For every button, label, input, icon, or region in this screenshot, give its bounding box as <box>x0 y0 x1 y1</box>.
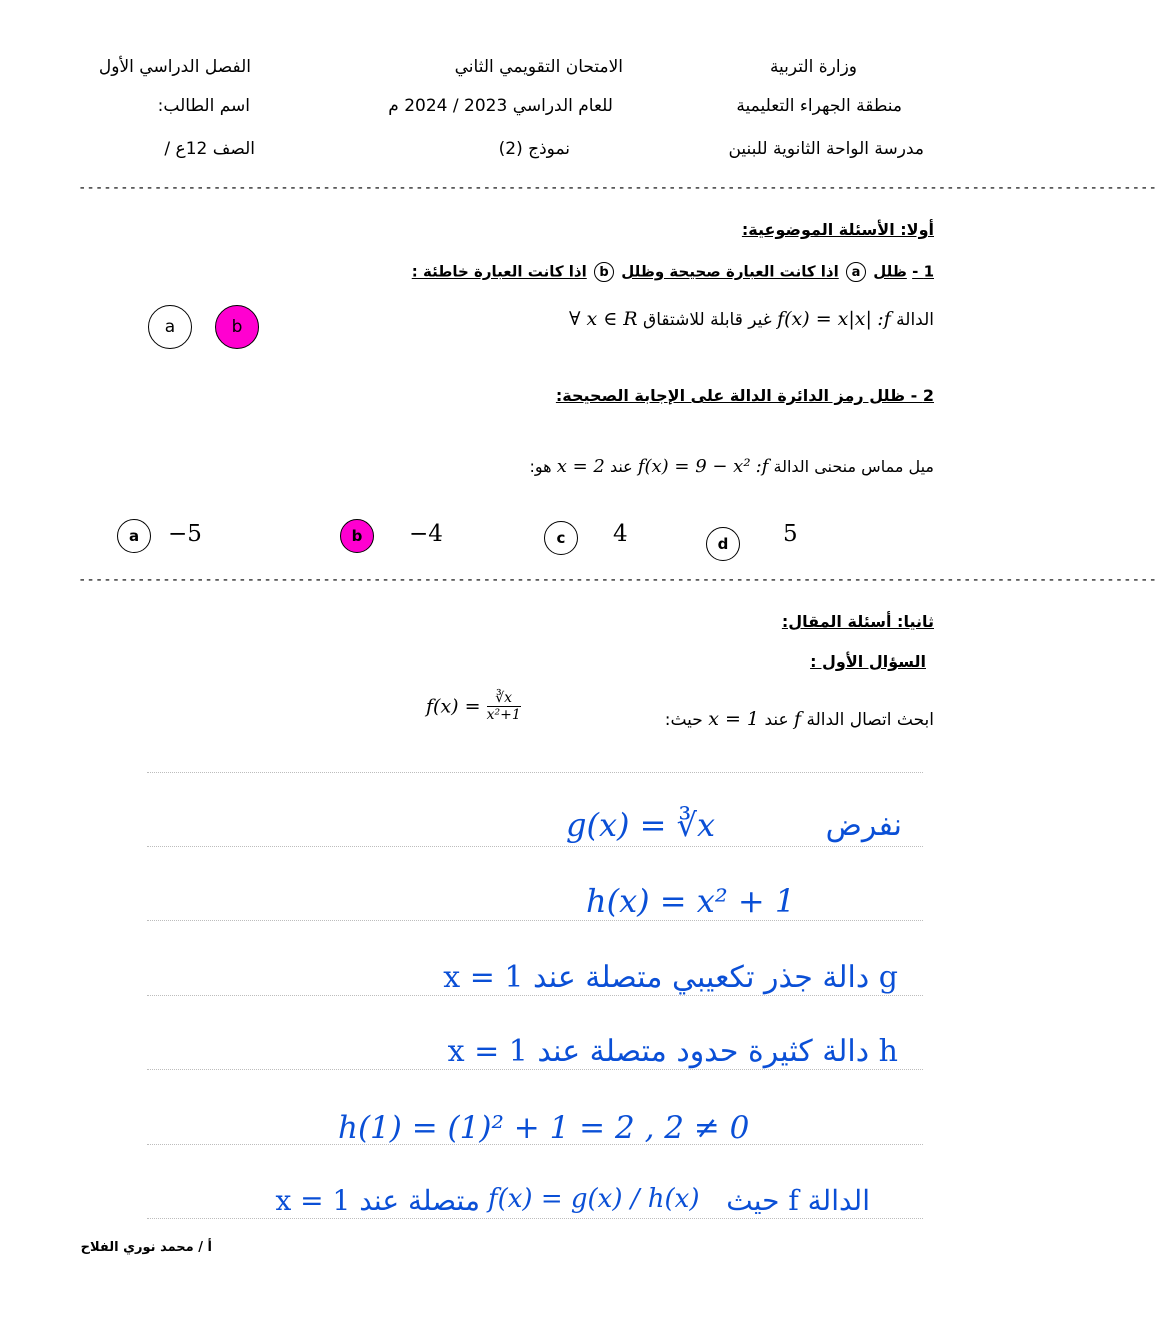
q1-instr-b: اذا كانت العبارة صحيحة وظلل <box>621 262 839 281</box>
q2-option-b-label: b <box>351 527 363 545</box>
ruled-line <box>147 1069 923 1070</box>
hand-line1-word: نفرض <box>825 808 902 843</box>
separator-line: -------------------------------------------------------------------------------------------------------------------------------- <box>78 180 1157 196</box>
header-semester: الفصل الدراسي الأول <box>98 57 251 77</box>
q2-end: هو: <box>529 457 552 476</box>
q1-prefix: الدالة <box>896 310 934 330</box>
part2-question <box>665 708 934 730</box>
header-year: للعام الدراسي 2023 / 2024 م <box>388 96 613 116</box>
q2-option-b-value: −4 <box>409 521 443 547</box>
part1-title: أولا: الأسئلة الموضوعية: <box>741 220 934 239</box>
hand-line5: h(1) = (1)² + 1 = 2 , 2 ≠ 0 <box>338 1110 750 1146</box>
p2-frac-den: x²+1 <box>486 707 521 723</box>
q1-instr-c: اذا كانت العبارة خاطئة : <box>411 262 587 281</box>
header-grade: الصف 12ع / <box>164 139 255 159</box>
ruled-line <box>147 920 923 921</box>
q2-f: f: <box>755 456 769 477</box>
q1-option-a-label: a <box>164 317 176 337</box>
q2-option-c[interactable] <box>544 521 578 555</box>
p2-x: x = 1 <box>708 708 760 730</box>
q2-option-c-label: c <box>556 529 566 547</box>
q1-instruction <box>412 262 934 282</box>
q2-x: x = 2 <box>556 456 605 477</box>
q2-option-b[interactable] <box>340 519 374 553</box>
p2-lhs: f(x) = <box>426 695 481 718</box>
q1-statement <box>569 308 934 330</box>
header-student: اسم الطالب: <box>157 96 250 116</box>
q2-option-a-label: a <box>128 527 140 545</box>
p2-prefix: ابحث اتصال الدالة <box>806 710 934 730</box>
ruled-line <box>147 995 923 996</box>
hand-line1-math: g(x) = ∛x <box>566 806 716 844</box>
q1-option-a[interactable] <box>148 305 192 349</box>
q2-prefix: ميل مماس منحنى الدالة <box>773 457 934 476</box>
p2-fraction <box>487 690 521 723</box>
footer-teacher: أ / محمد نوري الفلاح <box>80 1240 212 1255</box>
part2-title: ثانيا: أسئلة المقال: <box>781 612 934 631</box>
q2-option-d-label: d <box>717 535 729 553</box>
q2-option-c-value: 4 <box>613 521 628 547</box>
hand-line6-math: f(x) = g(x) / h(x) <box>488 1184 700 1214</box>
ruled-line <box>147 846 923 847</box>
q1-option-b-label: b <box>231 317 243 337</box>
q1-number: 1 - <box>912 262 934 281</box>
p2-frac-num: ∛x <box>487 690 521 707</box>
p2-where: حيث: <box>664 710 703 730</box>
instr-circle-b: b <box>594 262 614 282</box>
instr-circle-a: a <box>846 262 866 282</box>
q1-mid: غير قابلة للاشتقاق <box>643 310 772 330</box>
q1-expr: f(x) = x|x| <box>777 308 872 330</box>
hand-line2-math: h(x) = x² + 1 <box>586 882 796 920</box>
header-ministry: وزارة التربية <box>769 57 857 77</box>
ruled-line <box>147 772 923 773</box>
hand-line6-a: الدالة f حيث <box>726 1184 870 1217</box>
q2-at: عند <box>609 457 633 476</box>
separator-line-2: -------------------------------------------------------------------------------------------------------------------------------- <box>78 572 1157 588</box>
q1-tail: ∀ x ∈ R <box>568 308 638 330</box>
hand-line3: g دالة جذر تكعيبي متصلة عند x = 1 <box>443 960 898 995</box>
header-zone: منطقة الجهراء التعليمية <box>736 96 902 116</box>
part2-formula <box>426 690 521 723</box>
header-school: مدرسة الواحة الثانوية للبنين <box>728 139 924 159</box>
q2-expr: f(x) = 9 − x² <box>637 456 751 477</box>
q1-f: f: <box>877 308 891 330</box>
part2-question-title: السؤال الأول : <box>810 652 926 671</box>
p2-at: عند <box>764 710 789 730</box>
q2-title: 2 - ظلل رمز الدائرة الدالة على الإجابة الصحيحة: <box>555 386 934 405</box>
q2-option-a[interactable] <box>117 519 151 553</box>
q2-option-a-value: −5 <box>168 521 202 547</box>
q1-instr-a: ظلل <box>873 262 907 281</box>
q2-option-d[interactable] <box>706 527 740 561</box>
hand-line4: h دالة كثيرة حدود متصلة عند x = 1 <box>447 1034 898 1069</box>
q2-option-d-value: 5 <box>783 521 798 547</box>
q1-option-b[interactable] <box>215 305 259 349</box>
q2-statement <box>530 456 934 477</box>
header-exam: الامتحان التقويمي الثاني <box>454 57 623 77</box>
p2-f: f <box>794 708 802 730</box>
ruled-line <box>147 1218 923 1219</box>
hand-line6-b: متصلة عند x = 1 <box>275 1184 480 1217</box>
header-model: نموذج (2) <box>498 139 570 159</box>
